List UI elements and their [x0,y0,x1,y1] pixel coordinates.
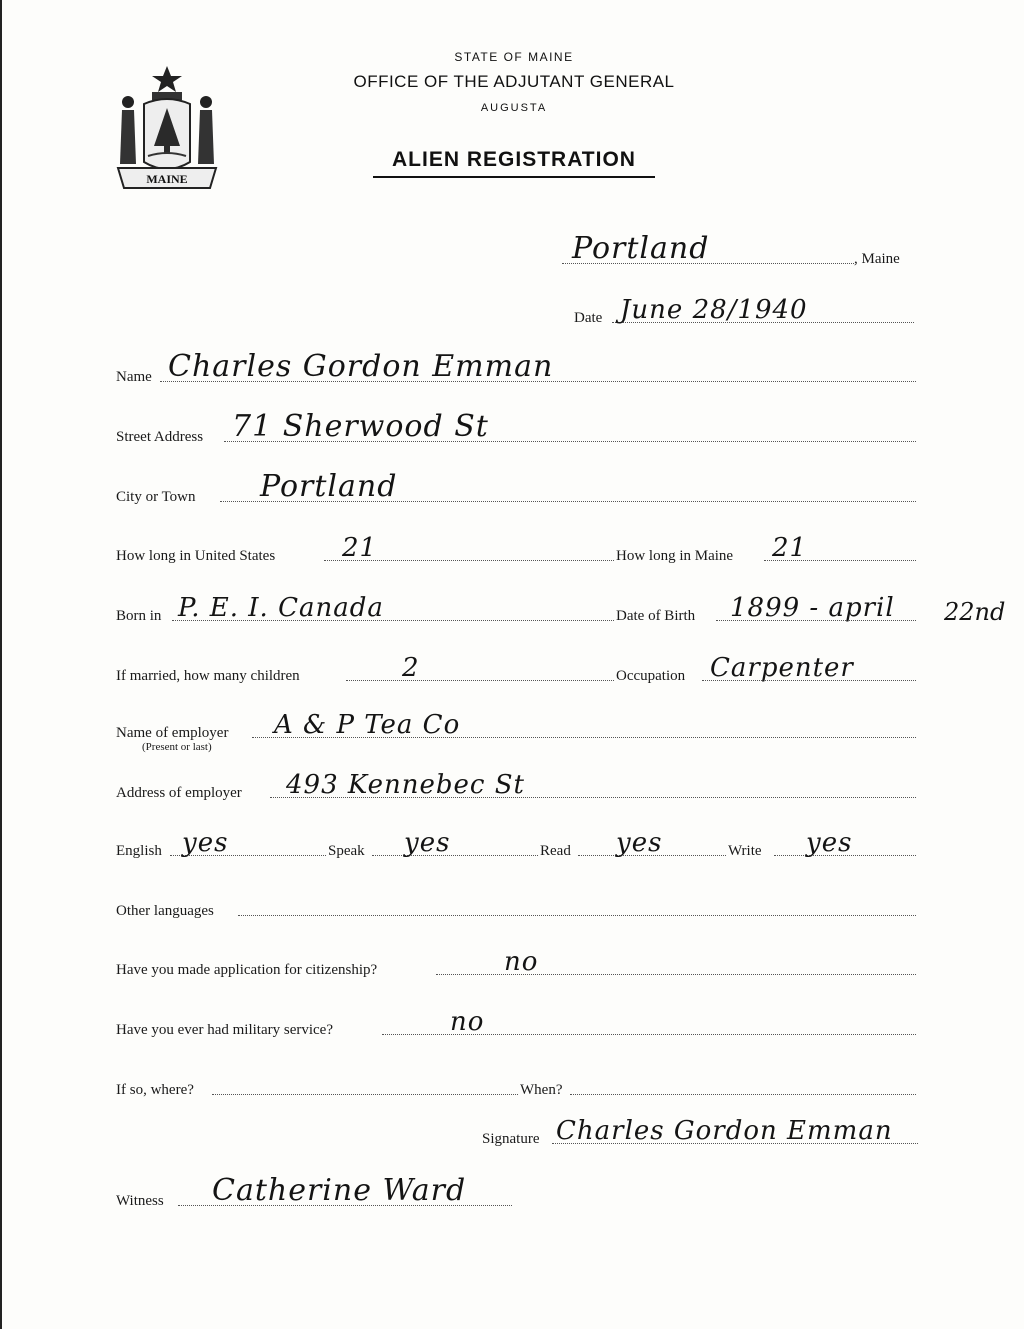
street-value: 71 Sherwood St [232,409,489,444]
military-row [116,1009,916,1043]
how-long-us-value: 21 [342,533,378,563]
witness-value: Catherine Ward [212,1173,467,1208]
children-row [116,655,916,689]
how-long-maine-label: How long in Maine [616,548,734,564]
header-city: AUGUSTA [480,102,548,114]
date-of-birth-value: 1899 - april [730,593,895,623]
employer-address-row [116,772,916,806]
how-long-us-label: How long in United States [116,548,276,564]
title-underline [373,176,655,178]
english-value: yes [182,828,229,858]
header-state: STATE OF MAINE [454,50,574,64]
citizenship-value: no [504,947,539,977]
city-row [116,469,916,510]
town-value: Portland [572,231,710,266]
street-label: Street Address [116,429,204,445]
city-label: City or Town [116,489,196,505]
employer-address-value: 493 Kennebec St [286,770,525,800]
witness-row [116,1173,512,1214]
witness-label: Witness [116,1193,164,1209]
date-label: Date [574,310,603,326]
name-label: Name [116,369,152,385]
name-value: Charles Gordon Emman [168,349,554,384]
street-row [116,409,916,450]
signature-value: Charles Gordon Emman [556,1116,893,1146]
signature-row [482,1118,918,1152]
speak-label: Speak [328,843,365,859]
employer-label: Name of employer [116,725,229,741]
employer-row [116,712,916,746]
other-languages-label: Other languages [116,903,214,919]
children-label: If married, how many children [116,668,300,684]
birth-row [116,595,916,629]
employer-note: (Present or last) [142,741,212,753]
seal-label: MAINE [146,172,188,186]
born-in-label: Born in [116,608,162,624]
date-of-birth-day: 22nd [944,598,1006,626]
town-row [562,231,922,272]
speak-value: yes [404,828,451,858]
form-title: ALIEN REGISTRATION [392,148,636,171]
read-label: Read [540,843,571,859]
citizenship-row [116,949,916,983]
name-row [116,349,916,390]
english-label: English [116,843,162,859]
occupation-value: Carpenter [710,653,854,683]
date-value: June 28/1940 [620,295,808,325]
military-label: Have you ever had military service? [116,1022,333,1038]
write-value: yes [806,828,853,858]
residence-row [116,535,916,569]
service-detail-row [116,1069,916,1103]
date-row [574,297,916,331]
employer-address-label: Address of employer [116,785,242,801]
signature-label: Signature [482,1131,540,1147]
citizenship-label: Have you made application for citizenship? [116,962,378,978]
military-value: no [450,1007,485,1037]
city-value: Portland [260,469,398,504]
when-label: When? [520,1082,563,1098]
language-row [116,830,916,864]
header-office: OFFICE OF THE ADJUTANT GENERAL [353,72,675,91]
how-long-maine-value: 21 [772,533,808,563]
write-label: Write [728,843,762,859]
if-so-where-label: If so, where? [116,1082,194,1098]
read-value: yes [616,828,663,858]
maine-label: , Maine [854,251,900,267]
date-of-birth-label: Date of Birth [616,608,696,624]
born-in-value: P. E. I. Canada [178,593,384,623]
other-languages-row [116,890,916,924]
children-value: 2 [402,653,420,683]
occupation-label: Occupation [616,668,686,684]
employer-value: A & P Tea Co [274,710,461,740]
